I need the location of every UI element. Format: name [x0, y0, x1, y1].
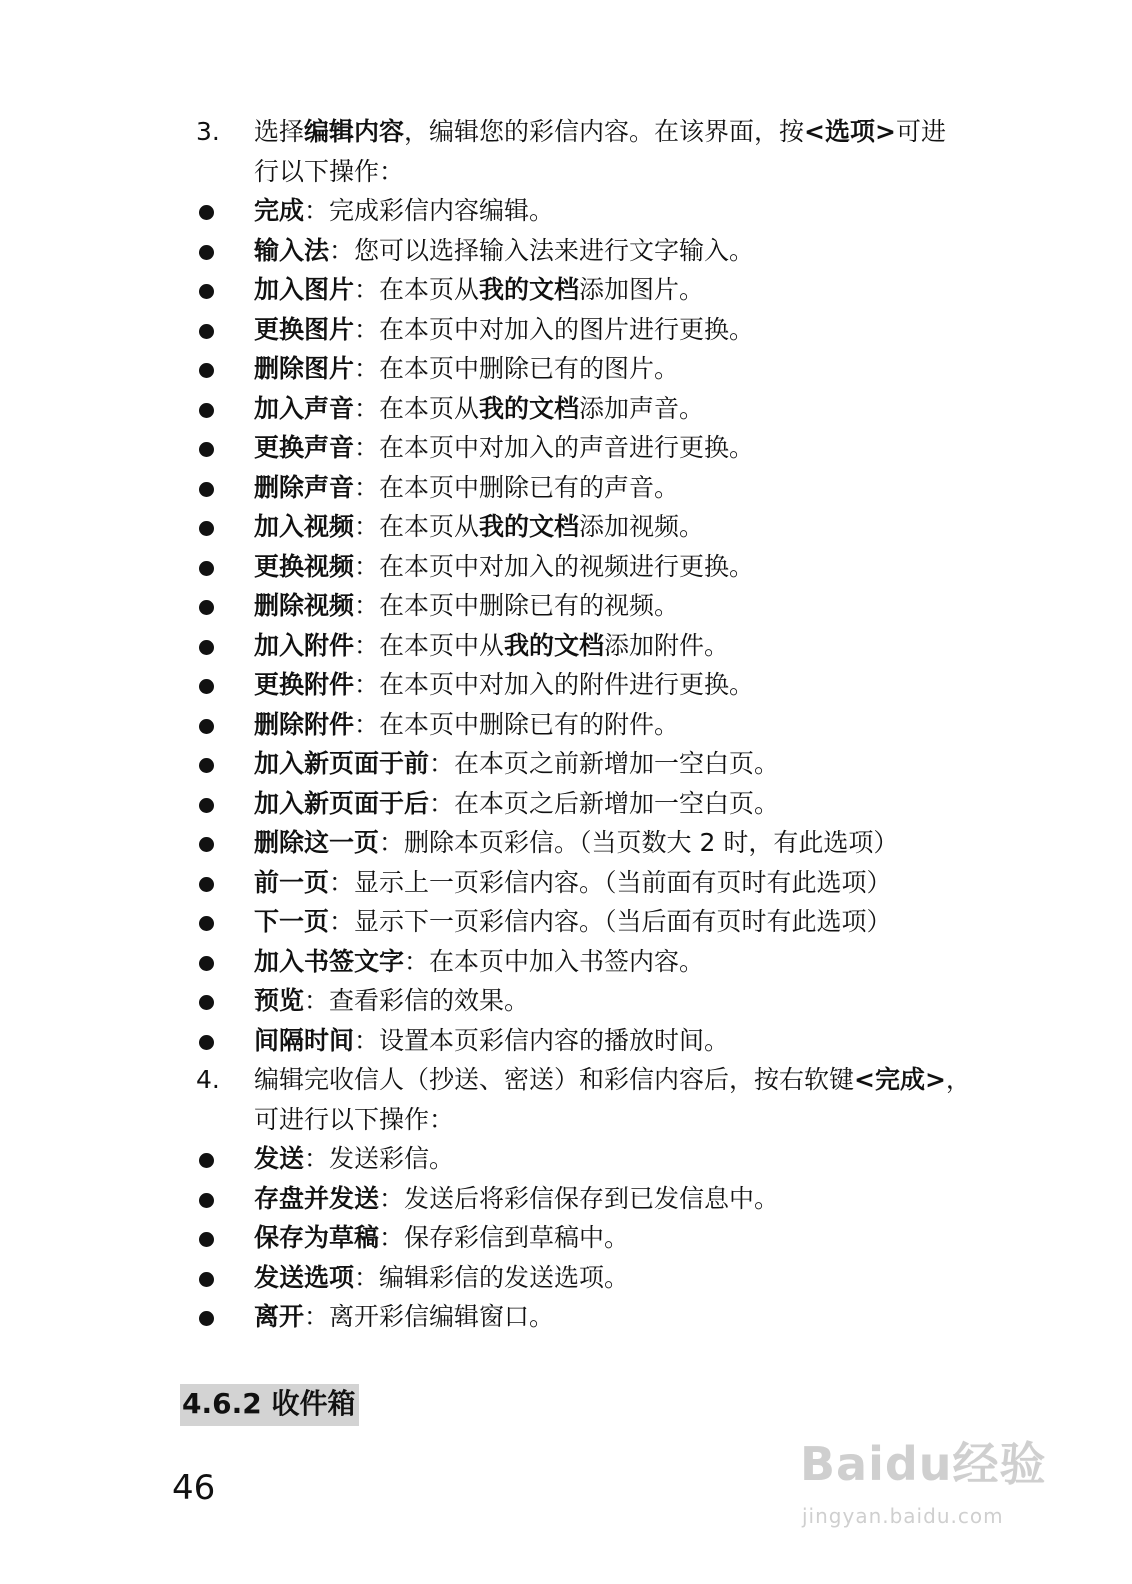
text-run: ：在本页中删除已有的图片。: [354, 354, 680, 383]
bold-term: 更换附件: [254, 670, 355, 699]
item-text: [254, 315, 754, 345]
bullet-icon: [199, 1272, 214, 1287]
bold-term: 我的文档: [479, 394, 580, 423]
text-run: ：在本页中对加入的附件进行更换。: [354, 670, 755, 699]
item-text: [254, 433, 754, 463]
bold-term: 加入视频: [254, 512, 355, 541]
bold-term: 预览: [254, 986, 305, 1015]
text-run: 添加视频。: [579, 512, 705, 541]
bold-term: 更换视频: [254, 552, 355, 581]
bold-term: 发送选项: [254, 1263, 355, 1292]
text-run: ：您可以选择输入法来进行文字输入。: [329, 236, 755, 265]
text-run: ：在本页之后新增加一空白页。: [429, 789, 780, 818]
text-run: ：在本页中删除已有的声音。: [354, 473, 680, 502]
bold-term: <选项>: [804, 117, 896, 146]
text-run: ：在本页从: [354, 275, 480, 304]
bold-term: 删除附件: [254, 710, 355, 739]
text-run: ：显示下一页彩信内容。（当后面有页时有此选项）: [329, 907, 892, 936]
bullet-icon: [199, 1035, 214, 1050]
bold-term: 删除视频: [254, 591, 355, 620]
bold-term: 输入法: [254, 236, 330, 265]
text-run: ：删除本页彩信。（当页数大 2 时，有此选项）: [379, 828, 899, 857]
text-run: ：在本页中对加入的视频进行更换。: [354, 552, 755, 581]
text-run: ：在本页中删除已有的附件。: [354, 710, 680, 739]
bullet-icon: [199, 363, 214, 378]
item-text: [254, 1302, 554, 1332]
bold-term: 我的文档: [504, 631, 605, 660]
bold-term: 删除这一页: [254, 828, 380, 857]
bullet-icon: [199, 916, 214, 931]
bold-term: 离开: [254, 1302, 305, 1331]
item-text: [254, 354, 679, 384]
text-run: ：在本页中对加入的声音进行更换。: [354, 433, 755, 462]
text-run: 添加图片。: [579, 275, 705, 304]
text-run: ：在本页中删除已有的视频。: [354, 591, 680, 620]
item-text: [254, 552, 754, 582]
text-run: ：设置本页彩信内容的播放时间。: [354, 1026, 730, 1055]
item-text: [254, 1105, 454, 1135]
item-text: [254, 710, 679, 740]
item-text: [254, 631, 729, 661]
bold-term: 前一页: [254, 868, 330, 897]
text-run: ：完成彩信内容编辑。: [304, 196, 555, 225]
bullet-icon: [199, 719, 214, 734]
bullet-icon: [199, 640, 214, 655]
bullet-icon: [199, 798, 214, 813]
bullet-icon: [199, 245, 214, 260]
text-run: ：在本页从: [354, 512, 480, 541]
bold-term: 保存为草稿: [254, 1223, 380, 1252]
text-run: 添加声音。: [579, 394, 705, 423]
bullet-icon: [199, 482, 214, 497]
item-text: [254, 473, 679, 503]
bold-term: 我的文档: [479, 512, 580, 541]
text-run: ：发送后将彩信保存到已发信息中。: [379, 1184, 780, 1213]
text-run: ：在本页之前新增加一空白页。: [429, 749, 780, 778]
bullet-icon: [199, 324, 214, 339]
item-text: [254, 1263, 629, 1293]
text-run: ：在本页中加入书签内容。: [404, 947, 705, 976]
text-run: ：在本页中对加入的图片进行更换。: [354, 315, 755, 344]
bold-term: 加入书签文字: [254, 947, 405, 976]
page-number: 46: [172, 1468, 216, 1508]
text-run: ：在本页中从: [354, 631, 505, 660]
text-run: ，编辑您的彩信内容。在该界面，按: [404, 117, 805, 146]
item-text: [254, 1184, 779, 1214]
bullet-icon: [199, 679, 214, 694]
item-text: [254, 117, 946, 147]
item-text: [254, 907, 892, 937]
bold-term: <完成>: [854, 1065, 946, 1094]
section-heading: 4.6.2 收件箱: [180, 1384, 359, 1426]
bold-term: 加入附件: [254, 631, 355, 660]
item-text: [254, 196, 554, 226]
item-text: [254, 1065, 971, 1095]
item-text: [254, 591, 679, 621]
item-text: [254, 1223, 629, 1253]
bold-term: 加入声音: [254, 394, 355, 423]
watermark-url: jingyan.baidu.com: [802, 1504, 1004, 1528]
text-run: 可进行以下操作：: [254, 1105, 455, 1134]
item-text: [254, 157, 404, 187]
item-text: [254, 986, 529, 1016]
bold-term: 我的文档: [479, 275, 580, 304]
bullet-icon: [199, 956, 214, 971]
bold-term: 删除声音: [254, 473, 355, 502]
bullet-icon: [199, 1153, 214, 1168]
text-run: 行以下操作：: [254, 157, 405, 186]
text-run: 可进: [895, 117, 946, 146]
item-text: [254, 512, 704, 542]
bold-term: 更换图片: [254, 315, 355, 344]
bold-term: 删除图片: [254, 354, 355, 383]
bullet-icon: [199, 877, 214, 892]
bullet-icon: [199, 561, 214, 576]
bold-term: 更换声音: [254, 433, 355, 462]
text-run: ：在本页从: [354, 394, 480, 423]
text-run: 添加附件。: [604, 631, 730, 660]
item-text: [254, 670, 754, 700]
bullet-icon: [199, 1311, 214, 1326]
watermark-brand: Baidu经验: [800, 1437, 1047, 1491]
item-text: [254, 236, 754, 266]
bullet-icon: [199, 758, 214, 773]
text-run: ：发送彩信。: [304, 1144, 455, 1173]
text-run: ：保存彩信到草稿中。: [379, 1223, 630, 1252]
text-run: 选择: [254, 117, 305, 146]
bullet-icon: [199, 600, 214, 615]
item-text: [254, 749, 779, 779]
text-run: ：查看彩信的效果。: [304, 986, 530, 1015]
item-text: [254, 1144, 454, 1174]
item-text: [254, 789, 779, 819]
bullet-icon: [199, 205, 214, 220]
watermark: [800, 1400, 1050, 1540]
bullet-icon: [199, 284, 214, 299]
text-run: ，: [945, 1065, 971, 1094]
bold-term: 下一页: [254, 907, 330, 936]
bullet-icon: [199, 1232, 214, 1247]
bullet-icon: [199, 442, 214, 457]
bold-term: 加入图片: [254, 275, 355, 304]
text-run: ：离开彩信编辑窗口。: [304, 1302, 555, 1331]
bold-term: 编辑内容: [304, 117, 405, 146]
text-run: 编辑完收信人（抄送、密送）和彩信内容后，按右软键: [254, 1065, 855, 1094]
bold-term: 发送: [254, 1144, 305, 1173]
bullet-icon: [199, 403, 214, 418]
item-text: [254, 275, 704, 305]
bullet-icon: [199, 1193, 214, 1208]
bullet-icon: [199, 521, 214, 536]
bullet-icon: [199, 837, 214, 852]
bold-term: 加入新页面于前: [254, 749, 430, 778]
text-run: ：编辑彩信的发送选项。: [354, 1263, 630, 1292]
item-number: 3.: [196, 117, 220, 146]
item-text: [254, 828, 898, 858]
item-text: [254, 394, 704, 424]
bullet-icon: [199, 995, 214, 1010]
bold-term: 加入新页面于后: [254, 789, 430, 818]
item-text: [254, 947, 704, 977]
item-number: 4.: [196, 1065, 220, 1094]
item-text: [254, 868, 892, 898]
bold-term: 存盘并发送: [254, 1184, 380, 1213]
text-run: ：显示上一页彩信内容。（当前面有页时有此选项）: [329, 868, 892, 897]
bold-term: 完成: [254, 196, 305, 225]
bold-term: 间隔时间: [254, 1026, 355, 1055]
item-text: [254, 1026, 729, 1056]
